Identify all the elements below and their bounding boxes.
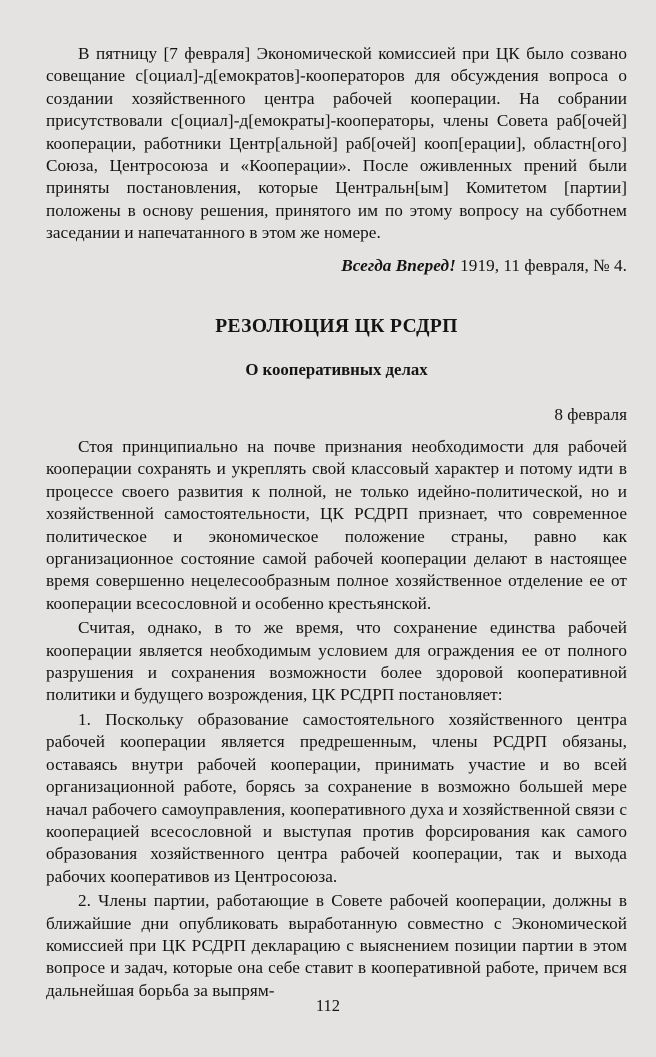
body-paragraph: Стоя принципиально на почве признания необходимости для рабочей кооперации сохранять и укреплять свой классовый характер и потому идти в процессе своего развития к полной, не только идейно-политической, но и хозяйственной самостоятельности, ЦК РСДРП признает, что современное политическое и экономическое положение страны, равно как организационное состояние самой рабочей кооперации делают в настоящее время совершенно нецелесообразным полное хозяйственное отделение ее от кооперации всесословной и особенно крестьянской. [46, 437, 627, 613]
intro-paragraph: В пятницу [7 февраля] Экономической комиссией при ЦК было созвано совещание с[оциал]-д[емократов]-кооператоров для обсуждения вопроса о создании хозяйственного центра рабочей кооперации. На собрании присутствовали с[оциал]-д[емократы]-кооператоры, члены Совета раб[очей] кооперации, работники Центр[альной] раб[очей] кооп[ерации], областн[ого] Союза, Центросоюза и «Кооперации». После оживленных прений были приняты постановления, которые Центральн[ым] Комитетом [партии] положены в основу решения, принятого им по этому вопросу на субботнем заседании и напечатанного в этом же номере. [46, 44, 627, 243]
source-citation [46, 255, 627, 277]
page-number: 112 [315, 996, 341, 1015]
resolution-date: 8 февраля [554, 405, 627, 424]
resolution-body [46, 436, 627, 1002]
body-paragraph: Считая, однако, в то же время, что сохранение единства рабочей кооперации является необходимым условием для ограждения ее от полного разрушения и сохранения возможности более здоровой кооперативной политики и будущего возрождения, ЦК РСДРП постановляет: [46, 618, 627, 705]
source-details: 1919, 11 февраля, № 4. [455, 255, 627, 275]
intro-section [46, 43, 627, 277]
body-paragraph: 1. Поскольку образование самостоятельного хозяйственного центра рабочей кооперации является предрешенным, члены РСДРП обязаны, оставаясь внутри рабочей кооперации, принимать участие и во всей организационной работе, борясь за сохранение в возможно большей мере начал рабочего самоуправления, кооперативного духа и хозяйственной связи с кооперацией всесословной и выступая против форсирования как самого образования хозяйственного центра рабочей кооперации, так и выхода рабочих кооперативов из Центросоюза. [46, 709, 627, 886]
resolution-subtitle: О кооперативных делах [245, 360, 428, 379]
source-newspaper: Всегда Вперед! [341, 255, 456, 275]
resolution-title: РЕЗОЛЮЦИЯ ЦК РСДРП [215, 316, 458, 337]
body-paragraph: 2. Члены партии, работающие в Совете рабочей кооперации, должны в ближайшие дни опубликовать выработанную совместно с Экономической комиссией при ЦК РСДРП декларацию с выяснением позиции партии в этом вопросе и задач, которые она себе ставит в кооперативной работе, причем вся дальнейшая борьба за выпрям- [46, 891, 627, 1000]
